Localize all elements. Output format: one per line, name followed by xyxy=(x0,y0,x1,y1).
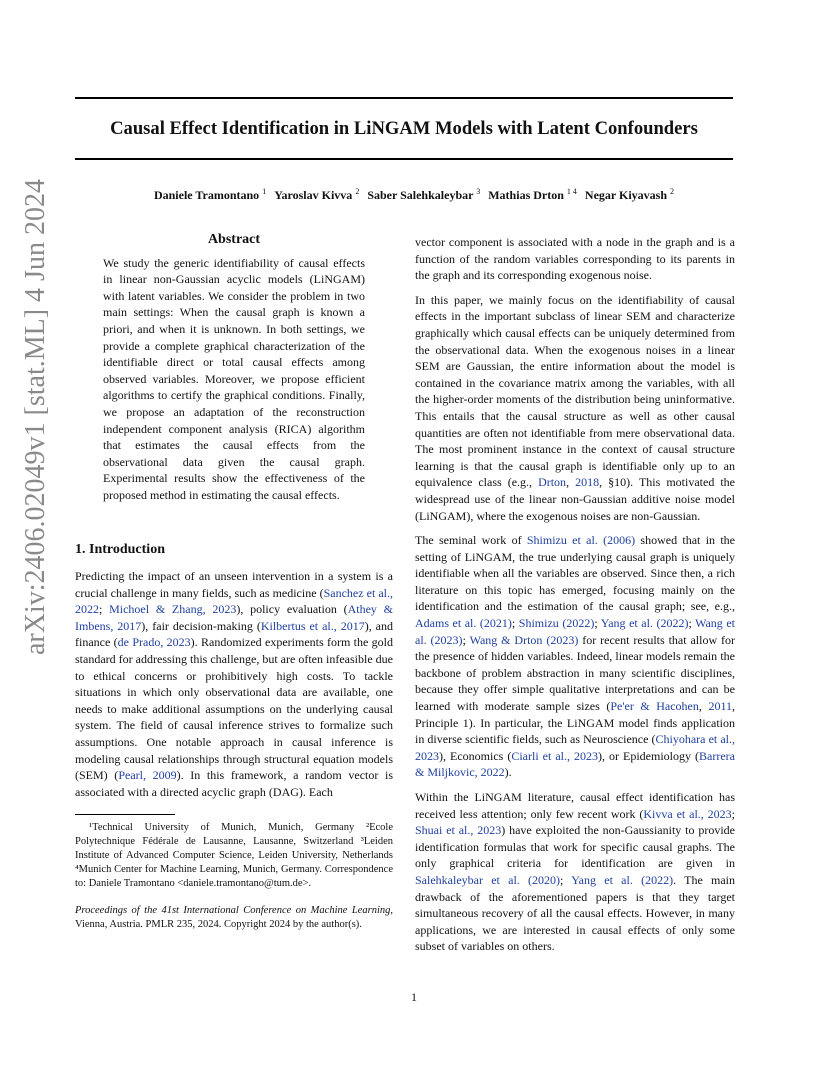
citation-link[interactable]: Shuai et al., 2023 xyxy=(415,823,502,838)
citation-link[interactable]: Sanchez et al., 2022 xyxy=(75,585,393,617)
citation-link[interactable]: Drton xyxy=(538,475,567,490)
page-number: 1 xyxy=(411,990,417,1004)
left-column xyxy=(75,232,393,932)
section-heading-introduction: 1. Introduction xyxy=(75,541,165,557)
author-list xyxy=(40,187,788,203)
affiliations-footnote: ¹Technical University of Munich, Munich, Germany ²Ecole Polytechnique Fédérale de Lausanne, Lausanne, Switzerland ³Leiden Institute of Advanced Computer Science, Leiden University, Netherlands ⁴Munich Center for Machine Learning, Munich, Germany. Correspondence to: Daniele Tramontano <daniele.tramontano@tum.de>. xyxy=(75,822,393,890)
citation-link[interactable]: Michoel & Zhang, 2023 xyxy=(109,602,237,617)
citation-link[interactable]: Adams et al. (2021) xyxy=(415,616,512,631)
citation-link[interactable]: de Prado, 2023 xyxy=(117,635,191,650)
citation-link[interactable]: Wang & Drton (2023) xyxy=(469,632,579,647)
arxiv-stamp-text: arXiv:2406.02049v1 [stat.ML] 4 Jun 2024 xyxy=(20,179,51,655)
footnote-rule xyxy=(75,814,175,815)
citation-link[interactable]: 2011 xyxy=(708,699,732,714)
author-name: Yaroslav Kivva $^2$ xyxy=(274,187,360,202)
citation-link[interactable]: Yang et al. (2022) xyxy=(571,872,674,887)
author-name: Mathias Drton $^{1 4}$ xyxy=(488,187,577,202)
author-affiliation-mark: 1 xyxy=(262,187,267,196)
citation-link[interactable]: Yang et al. (2022) xyxy=(600,616,689,631)
author-name: Saber Salehkaleybar $^3$ xyxy=(367,187,481,202)
title-rule-top xyxy=(75,97,733,99)
author-name: Daniele Tramontano $^1$ xyxy=(153,187,267,202)
citation-link[interactable]: Pearl, 2009 xyxy=(118,768,177,783)
citation-link[interactable]: 2018 xyxy=(575,475,600,490)
citation-link[interactable]: Chiyohara et al., 2023 xyxy=(415,732,735,763)
citation-link[interactable]: Salehkaleybar et al. (2020) xyxy=(415,872,561,887)
body-paragraph: The seminal work of Shimizu et al. (2006) showed that in the setting of LiNGAM, the true underlying causal graph is uniquely identifiable when all the variables are observed. Since then, a rich literature on this topic has emerged, focusing mainly on the identification and the estimation of the causal graph; see, e.g., Adams et al. (2021); Shimizu (2022); Yang et al. (2022); Wang et al. (2023); Wang & Drton (2023) for recent results that allow for the presence of hidden variables. Indeed, linear models remain the backbone of problem abstraction in many scientific disciplines, because they offer simple qualitative interpretations and can be learned with moderate sample sizes (Pe'er & Hacohen, 2011, Principle 1). In particular, the LiNGAM model finds application in diverse scientific fields, such as Neuroscience (Chiyohara et al., 2023), Economics (Ciarli et al., 2023), or Epidemiology (Barrera & Miljkovic, 2022). xyxy=(415,533,736,780)
author-affiliation-mark: 1 4 xyxy=(566,187,577,196)
right-column xyxy=(415,234,735,963)
author-affiliation-mark: 2 xyxy=(670,187,675,196)
author-name: Negar Kiyavash $^2$ xyxy=(584,187,675,202)
citation-link[interactable]: Kivva et al., 2023 xyxy=(643,806,732,821)
citation-link[interactable]: Wang et al. (2023) xyxy=(415,616,735,647)
body-paragraph: Within the LiNGAM literature, causal effect identification has received less attention; only few recent work (Kivva et al., 2023; Shuai et al., 2023) have exploited the non-Gaussianity to provide identification formulas that work for specific causal graphs. The only graphical criteria for identification are given in Salehkaleybar et al. (2020); Yang et al. (2022). The main drawback of the aforementioned papers is that they target simultaneous recovery of all the causal effects. However, in many applications, we are interested in causal effects of only some subset of variables on others. xyxy=(415,790,736,954)
author-affiliation-mark: 2 xyxy=(355,187,360,196)
abstract-heading: Abstract xyxy=(207,232,261,247)
citation-link[interactable]: Kilbertus et al., 2017 xyxy=(260,618,365,633)
citation-link[interactable]: Shimizu et al. (2006) xyxy=(526,533,636,548)
intro-paragraph: Predicting the impact of an unseen intervention in a system is a crucial challenge in many fields, such as medicine (Sanchez et al., 2022; Michoel & Zhang, 2023), policy evaluation (Athey & Imbens, 2017), fair decision-making (Kilbertus et al., 2017), and finance (de Prado, 2023). Randomized experiments form the gold standard for addressing this challenge, but are often infeasible due to ethical concerns or prohibitively high costs. To tackle situations in which only observational data are available, one needs to make additional assumptions on the underlying causal system. The field of causal inference strives to formalize such assumptions. One notable approach in causal inference is modeling causal relationships through structural equation models (SEM) (Pearl, 2009). In this framework, a random vector is associated with a directed acyclic graph (DAG). Each xyxy=(75,569,394,799)
proceedings-note xyxy=(75,904,393,932)
proceedings-venue: Proceedings of the 41st International Conference on Machine Learning xyxy=(75,905,391,917)
citation-link[interactable]: Barrera & Miljkovic, 2022 xyxy=(415,748,735,780)
title-rule-bottom xyxy=(75,158,733,160)
abstract-text: We study the generic identifiability of causal effects in linear non-Gaussian acyclic models (LiNGAM) with latent variables. We consider the problem in two main settings: When the causal graph is known a priori, and when it is unknown. In both settings, we provide a complete graphical characterization of the identifiable direct or total causal effects among observed variables. Moreover, we propose efficient algorithms to certify the graphical conditions. Finally, we propose an adaptation of the reconstruction independent component analysis (RICA) algorithm that estimates the causal effects from the observational data given the causal graph. Experimental results show the effectiveness of the proposed method in estimating the causal effects. xyxy=(103,255,365,502)
proceedings-rest: , Vienna, Austria. PMLR 235, 2024. Copyright 2024 by the author(s). xyxy=(75,905,393,931)
body-paragraph: vector component is associated with a node in the graph and is a function of the random variables corresponding to its parents in the graph and its corresponding exogenous noise. xyxy=(415,235,735,283)
paper-title: Causal Effect Identification in LiNGAM Models with Latent Confounders xyxy=(110,118,698,139)
citation-link[interactable]: Ciarli et al., 2023 xyxy=(511,748,598,763)
citation-link[interactable]: Pe'er & Hacohen xyxy=(610,699,699,714)
citation-link[interactable]: Shimizu (2022) xyxy=(518,616,595,631)
author-affiliation-mark: 3 xyxy=(476,187,481,196)
body-paragraph: In this paper, we mainly focus on the identifiability of causal effects in the important subclass of linear SEM and characterize graphically which causal effects can be uniquely determined from the observational data. When the exogenous noises in a linear SEM are Gaussian, the entire information about the model is contained in the covariance matrix among the variables, with all the higher-order moments of the distribution being uninformative. This entails that the causal structure as well as other causal quantities are often not identifiable from mere observational data. The most prominent instance in the context of causal structure learning is that the causal graph is identifiable only up to an equivalence class (e.g., Drton, 2018, §10). This motivated the widespread use of the linear non-Gaussian additive noise model (LiNGAM), where the exogenous noises are non-Gaussian. xyxy=(415,292,736,523)
citation-link[interactable]: Athey & Imbens, 2017 xyxy=(75,602,393,633)
